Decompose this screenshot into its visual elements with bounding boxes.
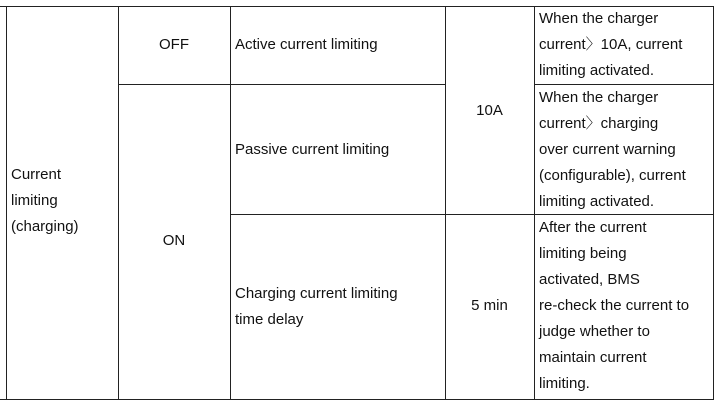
column-divider-4 [445,6,446,400]
charging-limit-delay-label: Charging current limiting time delay [235,285,398,328]
column-divider-5 [534,6,535,400]
current-threshold-value: 10A [476,102,503,119]
row-header-current-limiting: Current limiting (charging) [11,166,79,235]
passive-current-limiting-label: Passive current limiting [235,141,390,158]
delay-description: After the current limiting being activated, BMS re-check the current to judge whether to maintain current limiting. [539,219,690,392]
divider-off-on [118,84,445,85]
active-limiting-description: When the charger current〉10A, current limiting activated. [539,10,683,79]
passive-limiting-description: When the charger current〉charging over current warning (configurable), current limiting activated. [539,89,686,210]
delay-time-value: 5 min [471,297,508,314]
active-current-limiting-label: Active current limiting [235,36,378,53]
column-divider-3 [230,6,231,400]
column-divider-2 [118,6,119,400]
switch-off-label: OFF [159,36,189,53]
column-divider-1 [6,6,7,400]
switch-on-label: ON [162,232,186,249]
table-bottom-border [0,399,714,400]
